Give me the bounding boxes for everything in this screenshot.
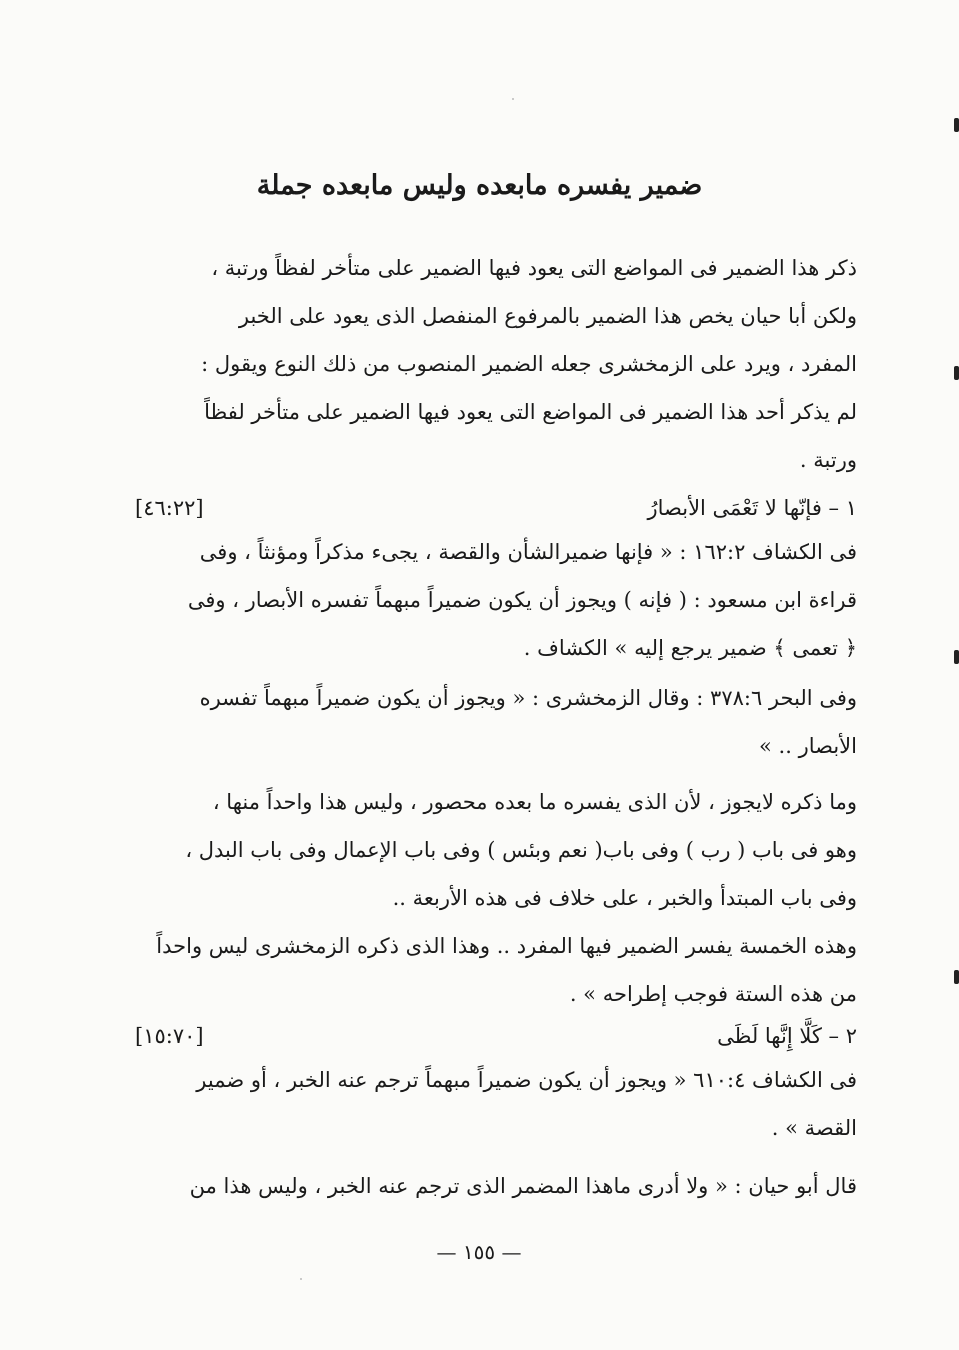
text-line: ﴿ تعمى ﴾ ضمير يرجع إليه » الكشاف .	[523, 636, 857, 660]
scan-edge-mark	[954, 366, 959, 380]
verse-reference: [٤٦:٢٢]	[135, 496, 204, 520]
text-line: الأبصار .. »	[759, 734, 857, 758]
verse-reference: [١٥:٧٠]	[135, 1024, 204, 1048]
text-line: وفى باب المبتدأ والخبر ، على خلاف فى هذه الأربعة ..	[392, 886, 857, 910]
scan-speck	[512, 98, 514, 100]
text-line: وهو فى باب ( رب ) وفى باب( نعم وبئس ) وفى باب الإعمال وفى باب البدل ،	[185, 838, 857, 862]
verse-text: ١ – فإنّها لا تَعْمَى الأبصارُ	[647, 496, 857, 520]
scan-edge-mark	[954, 118, 959, 132]
text-line: قال أبو حيان : « ولا أدرى ماهذا المضمر الذى ترجم عنه الخبر ، وليس هذا من	[189, 1174, 857, 1198]
kashshaf-quote-1	[135, 528, 857, 672]
text-line: وفى البحر ٣٧٨:٦ : وقال الزمخشرى : « ويجوز أن يكون ضميراً مبهماً تفسره	[199, 686, 857, 710]
text-line: المفرد ، ويرد على الزمخشرى جعله الضمير المنصوب من ذلك النوع ويقول :	[201, 352, 857, 376]
critique-paragraph	[135, 778, 857, 1018]
text-line: فى الكشاف ٦١٠:٤ « ويجوز أن يكون ضميراً مبهماً ترجم عنه الخبر ، أو ضمير	[196, 1068, 857, 1092]
kashshaf-quote-2	[135, 1056, 857, 1152]
text-line: من هذه الستة فوجب إطراحه » .	[569, 982, 857, 1006]
scan-edge-mark	[954, 970, 959, 984]
page-number: — ١٥٥ —	[436, 1240, 522, 1264]
text-line: ذكر هذا الضمير فى المواضع التى يعود فيها الضمير على متأخر لفظاً ورتبة ،	[211, 256, 857, 280]
abuhayyan-paragraph	[135, 1162, 857, 1210]
scan-speck	[300, 1278, 302, 1280]
intro-paragraph	[135, 244, 857, 484]
bahr-quote-1	[135, 674, 857, 770]
text-line: لم يذكر أحد هذا الضمير فى المواضع التى يعود فيها الضمير على متأخر لفظاً	[204, 400, 857, 424]
verse-text: ٢ – كَلَّا إِنَّها لَظَى	[717, 1024, 857, 1048]
text-line: وما ذكره لايجوز ، لأن الذى يفسره ما بعده محصور ، وليس هذا واحداً منها ،	[212, 790, 857, 814]
scan-edge-mark	[954, 650, 959, 664]
text-line: القصة » .	[771, 1116, 857, 1140]
text-line: قراءة ابن مسعود : ( فإنه ) ويجوز أن يكون ضميراً مبهماً تفسره الأبصار ، وفى	[187, 588, 857, 612]
text-line: ورتبة .	[799, 448, 857, 472]
text-line: وهذه الخمسة يفسر الضمير فيها المفرد .. وهذا الذى ذكره الزمخشرى ليس واحداً	[156, 934, 857, 958]
text-line: فى الكشاف ١٦٢:٢ : « فإنها ضميرالشأن والقصة ، يجىء مذكراً ومؤنثاً ، وفى	[199, 540, 857, 564]
text-line: ولكن أبا حيان يخص هذا الضمير بالمرفوع المنفصل الذى يعود على الخبر	[238, 304, 857, 328]
section-title: ضمير يفسره مابعده وليس مابعده جملة	[256, 170, 703, 201]
